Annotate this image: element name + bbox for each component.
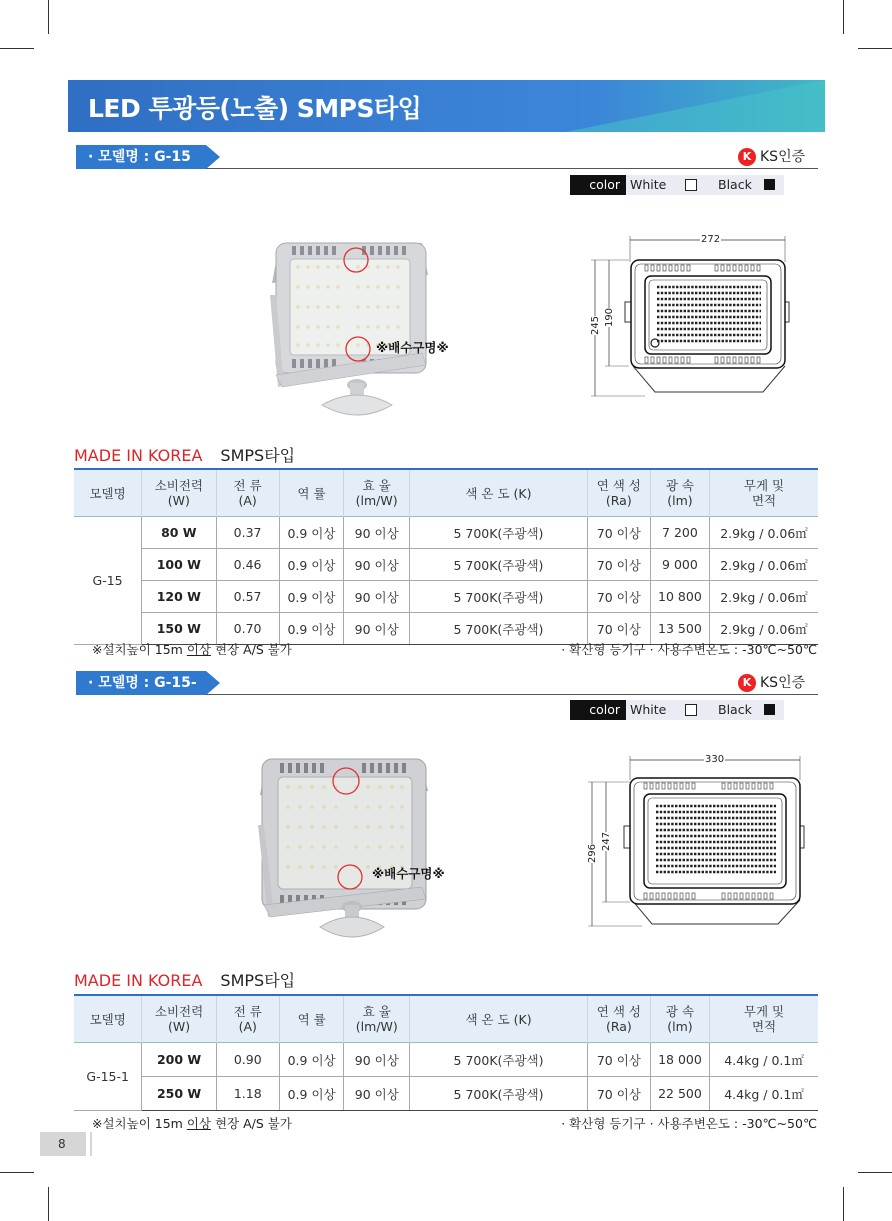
color-black-label: Black bbox=[718, 702, 752, 717]
crop-mark bbox=[48, 1187, 49, 1221]
table-cell: 70 이상 bbox=[587, 1043, 650, 1077]
model-tab: · 모델명 : G-15-1 bbox=[76, 671, 206, 695]
table-cell: 0.90 bbox=[216, 1043, 279, 1077]
drain-hole-label: ※배수구명※ bbox=[372, 866, 445, 881]
table-cell: 90 이상 bbox=[344, 1077, 410, 1111]
made-in-korea bbox=[74, 443, 295, 466]
note-pre: ※설치높이 15m bbox=[92, 1116, 187, 1131]
col-header: 광 속 (lm) bbox=[650, 995, 709, 1043]
ks-certification bbox=[738, 672, 805, 692]
table-cell: 5 700K(주광색) bbox=[410, 1043, 588, 1077]
table-cell: 1.18 bbox=[216, 1077, 279, 1111]
table-cell: 0.9 이상 bbox=[279, 1077, 344, 1111]
col-header: 광 속 (lm) bbox=[650, 469, 709, 517]
table-cell: 0.9 이상 bbox=[279, 613, 344, 645]
col-header: 효 율 (lm/W) bbox=[344, 469, 410, 517]
table-cell: 2.9kg / 0.06㎡ bbox=[710, 517, 818, 549]
col-header: 무게 및 면적 bbox=[710, 469, 818, 517]
crop-mark bbox=[843, 1187, 844, 1221]
table-row bbox=[74, 549, 818, 581]
dimension-drawing bbox=[585, 232, 805, 408]
table-cell: 9 000 bbox=[650, 549, 709, 581]
ks-logo-icon: K bbox=[738, 148, 756, 166]
note-underlined: 이상 bbox=[186, 1116, 211, 1131]
table-cell: 5 700K(주광색) bbox=[410, 549, 588, 581]
table-cell: 250 W bbox=[142, 1077, 216, 1111]
table-cell: 18 000 bbox=[650, 1043, 709, 1077]
dim-inner-height: 247 bbox=[601, 831, 613, 852]
table-cell: 13 500 bbox=[650, 613, 709, 645]
dim-width: 272 bbox=[701, 234, 721, 245]
white-swatch-icon bbox=[685, 179, 697, 191]
black-swatch-icon bbox=[764, 704, 775, 715]
install-note bbox=[92, 1114, 292, 1132]
made-in-korea bbox=[74, 968, 295, 991]
color-label: color bbox=[570, 700, 626, 720]
table-cell: 70 이상 bbox=[587, 549, 650, 581]
table-cell: 100 W bbox=[142, 549, 216, 581]
color-options bbox=[570, 175, 784, 195]
note-underlined: 이상 bbox=[186, 642, 211, 657]
table-cell: 5 700K(주광색) bbox=[410, 581, 588, 613]
table-cell: 70 이상 bbox=[587, 581, 650, 613]
table-cell: 4.4kg / 0.1㎡ bbox=[710, 1043, 818, 1077]
smps-label: SMPS타입 bbox=[220, 446, 296, 465]
ks-logo-icon: K bbox=[738, 674, 756, 692]
spec-table bbox=[74, 468, 818, 645]
crop-mark bbox=[48, 0, 49, 34]
col-header: 색 온 도 (K) bbox=[410, 995, 588, 1043]
note-post: 현장 A/S 불가 bbox=[210, 1116, 292, 1131]
table-cell: 0.9 이상 bbox=[279, 549, 344, 581]
crop-mark bbox=[0, 48, 34, 49]
table-cell: 5 700K(주광색) bbox=[410, 613, 588, 645]
model-tab: · 모델명 : G-15 bbox=[76, 145, 206, 169]
table-cell: 5 700K(주광색) bbox=[410, 1077, 588, 1111]
table-cell: 90 이상 bbox=[344, 581, 410, 613]
title-decoration bbox=[565, 80, 825, 132]
table-cell: 0.9 이상 bbox=[279, 1043, 344, 1077]
table-cell: 80 W bbox=[142, 517, 216, 549]
table-cell: 200 W bbox=[142, 1043, 216, 1077]
product-image bbox=[252, 755, 442, 945]
table-cell: 22 500 bbox=[650, 1077, 709, 1111]
dim-width: 330 bbox=[705, 754, 725, 765]
col-header: 효 율 (lm/W) bbox=[344, 995, 410, 1043]
table-row bbox=[74, 1077, 818, 1111]
ks-label: KS인증 bbox=[760, 149, 806, 165]
smps-label: SMPS타입 bbox=[220, 971, 296, 990]
col-header: 모델명 bbox=[74, 995, 142, 1043]
col-header: 연 색 성 (Ra) bbox=[587, 995, 650, 1043]
col-header: 소비전력 (W) bbox=[142, 469, 216, 517]
table-row bbox=[74, 1043, 818, 1077]
col-header: 역 률 bbox=[279, 469, 344, 517]
color-label: color bbox=[570, 175, 626, 195]
install-note bbox=[92, 640, 292, 658]
model-divider bbox=[206, 694, 818, 695]
col-header: 소비전력 (W) bbox=[142, 995, 216, 1043]
table-cell: 4.4kg / 0.1㎡ bbox=[710, 1077, 818, 1111]
table-row bbox=[74, 581, 818, 613]
table-cell: 0.57 bbox=[216, 581, 279, 613]
table-header-row bbox=[74, 469, 818, 517]
table-cell: 90 이상 bbox=[344, 1043, 410, 1077]
table-cell: 90 이상 bbox=[344, 517, 410, 549]
model-cell: G-15-1 bbox=[74, 1043, 142, 1111]
table-cell: 0.46 bbox=[216, 549, 279, 581]
color-white-label: White bbox=[630, 177, 667, 192]
col-header: 무게 및 면적 bbox=[710, 995, 818, 1043]
table-cell: 7 200 bbox=[650, 517, 709, 549]
crop-mark bbox=[858, 48, 892, 49]
table-cell: 2.9kg / 0.06㎡ bbox=[710, 581, 818, 613]
table-cell: 70 이상 bbox=[587, 1077, 650, 1111]
table-cell: 90 이상 bbox=[344, 613, 410, 645]
table-cell: 70 이상 bbox=[587, 613, 650, 645]
dim-height: 296 bbox=[587, 843, 599, 864]
table-cell: 2.9kg / 0.06㎡ bbox=[710, 549, 818, 581]
table-cell: 0.37 bbox=[216, 517, 279, 549]
table-cell: 120 W bbox=[142, 581, 216, 613]
made-label: MADE IN KOREA bbox=[74, 446, 203, 465]
col-header: 색 온 도 (K) bbox=[410, 469, 588, 517]
white-swatch-icon bbox=[685, 704, 697, 716]
table-cell: 0.70 bbox=[216, 613, 279, 645]
table-cell: 5 700K(주광색) bbox=[410, 517, 588, 549]
table-row bbox=[74, 517, 818, 549]
dim-inner-height: 190 bbox=[604, 307, 616, 328]
black-swatch-icon bbox=[764, 179, 775, 190]
color-white-label: White bbox=[630, 702, 667, 717]
crop-mark bbox=[0, 1172, 34, 1173]
dim-height: 245 bbox=[590, 315, 602, 336]
product-image bbox=[262, 235, 442, 430]
spec-note: · 확산형 등기구 · 사용주변온도 : -30℃~50℃ bbox=[561, 642, 817, 657]
table-cell: 90 이상 bbox=[344, 549, 410, 581]
col-header: 전 류 (A) bbox=[216, 995, 279, 1043]
spec-note: · 확산형 등기구 · 사용주변온도 : -30℃~50℃ bbox=[561, 1116, 817, 1131]
col-header: 연 색 성 (Ra) bbox=[587, 469, 650, 517]
table-header-row bbox=[74, 995, 818, 1043]
ks-label: KS인증 bbox=[760, 675, 806, 691]
col-header: 모델명 bbox=[74, 469, 142, 517]
col-header: 전 류 (A) bbox=[216, 469, 279, 517]
spec-table bbox=[74, 994, 818, 1111]
model-cell: G-15 bbox=[74, 517, 142, 645]
page-title-bar bbox=[68, 80, 825, 132]
color-black-label: Black bbox=[718, 177, 752, 192]
crop-mark bbox=[858, 1172, 892, 1173]
page-number: 8 bbox=[40, 1132, 86, 1156]
page-title: LED 투광등(노출) SMPS타입 bbox=[88, 94, 422, 123]
table-cell: 0.9 이상 bbox=[279, 517, 344, 549]
note-pre: ※설치높이 15m bbox=[92, 642, 187, 657]
table-cell: 70 이상 bbox=[587, 517, 650, 549]
col-header: 역 률 bbox=[279, 995, 344, 1043]
model-divider bbox=[206, 168, 818, 169]
dimension-drawing bbox=[582, 752, 808, 936]
table-cell: 0.9 이상 bbox=[279, 581, 344, 613]
table-cell: 10 800 bbox=[650, 581, 709, 613]
color-options bbox=[570, 700, 784, 720]
crop-mark bbox=[843, 0, 844, 34]
made-label: MADE IN KOREA bbox=[74, 971, 203, 990]
note-post: 현장 A/S 불가 bbox=[210, 642, 292, 657]
table-cell: 150 W bbox=[142, 613, 216, 645]
table-cell: 2.9kg / 0.06㎡ bbox=[710, 613, 818, 645]
drain-hole-label: ※배수구명※ bbox=[376, 340, 449, 355]
ks-certification bbox=[738, 146, 805, 166]
